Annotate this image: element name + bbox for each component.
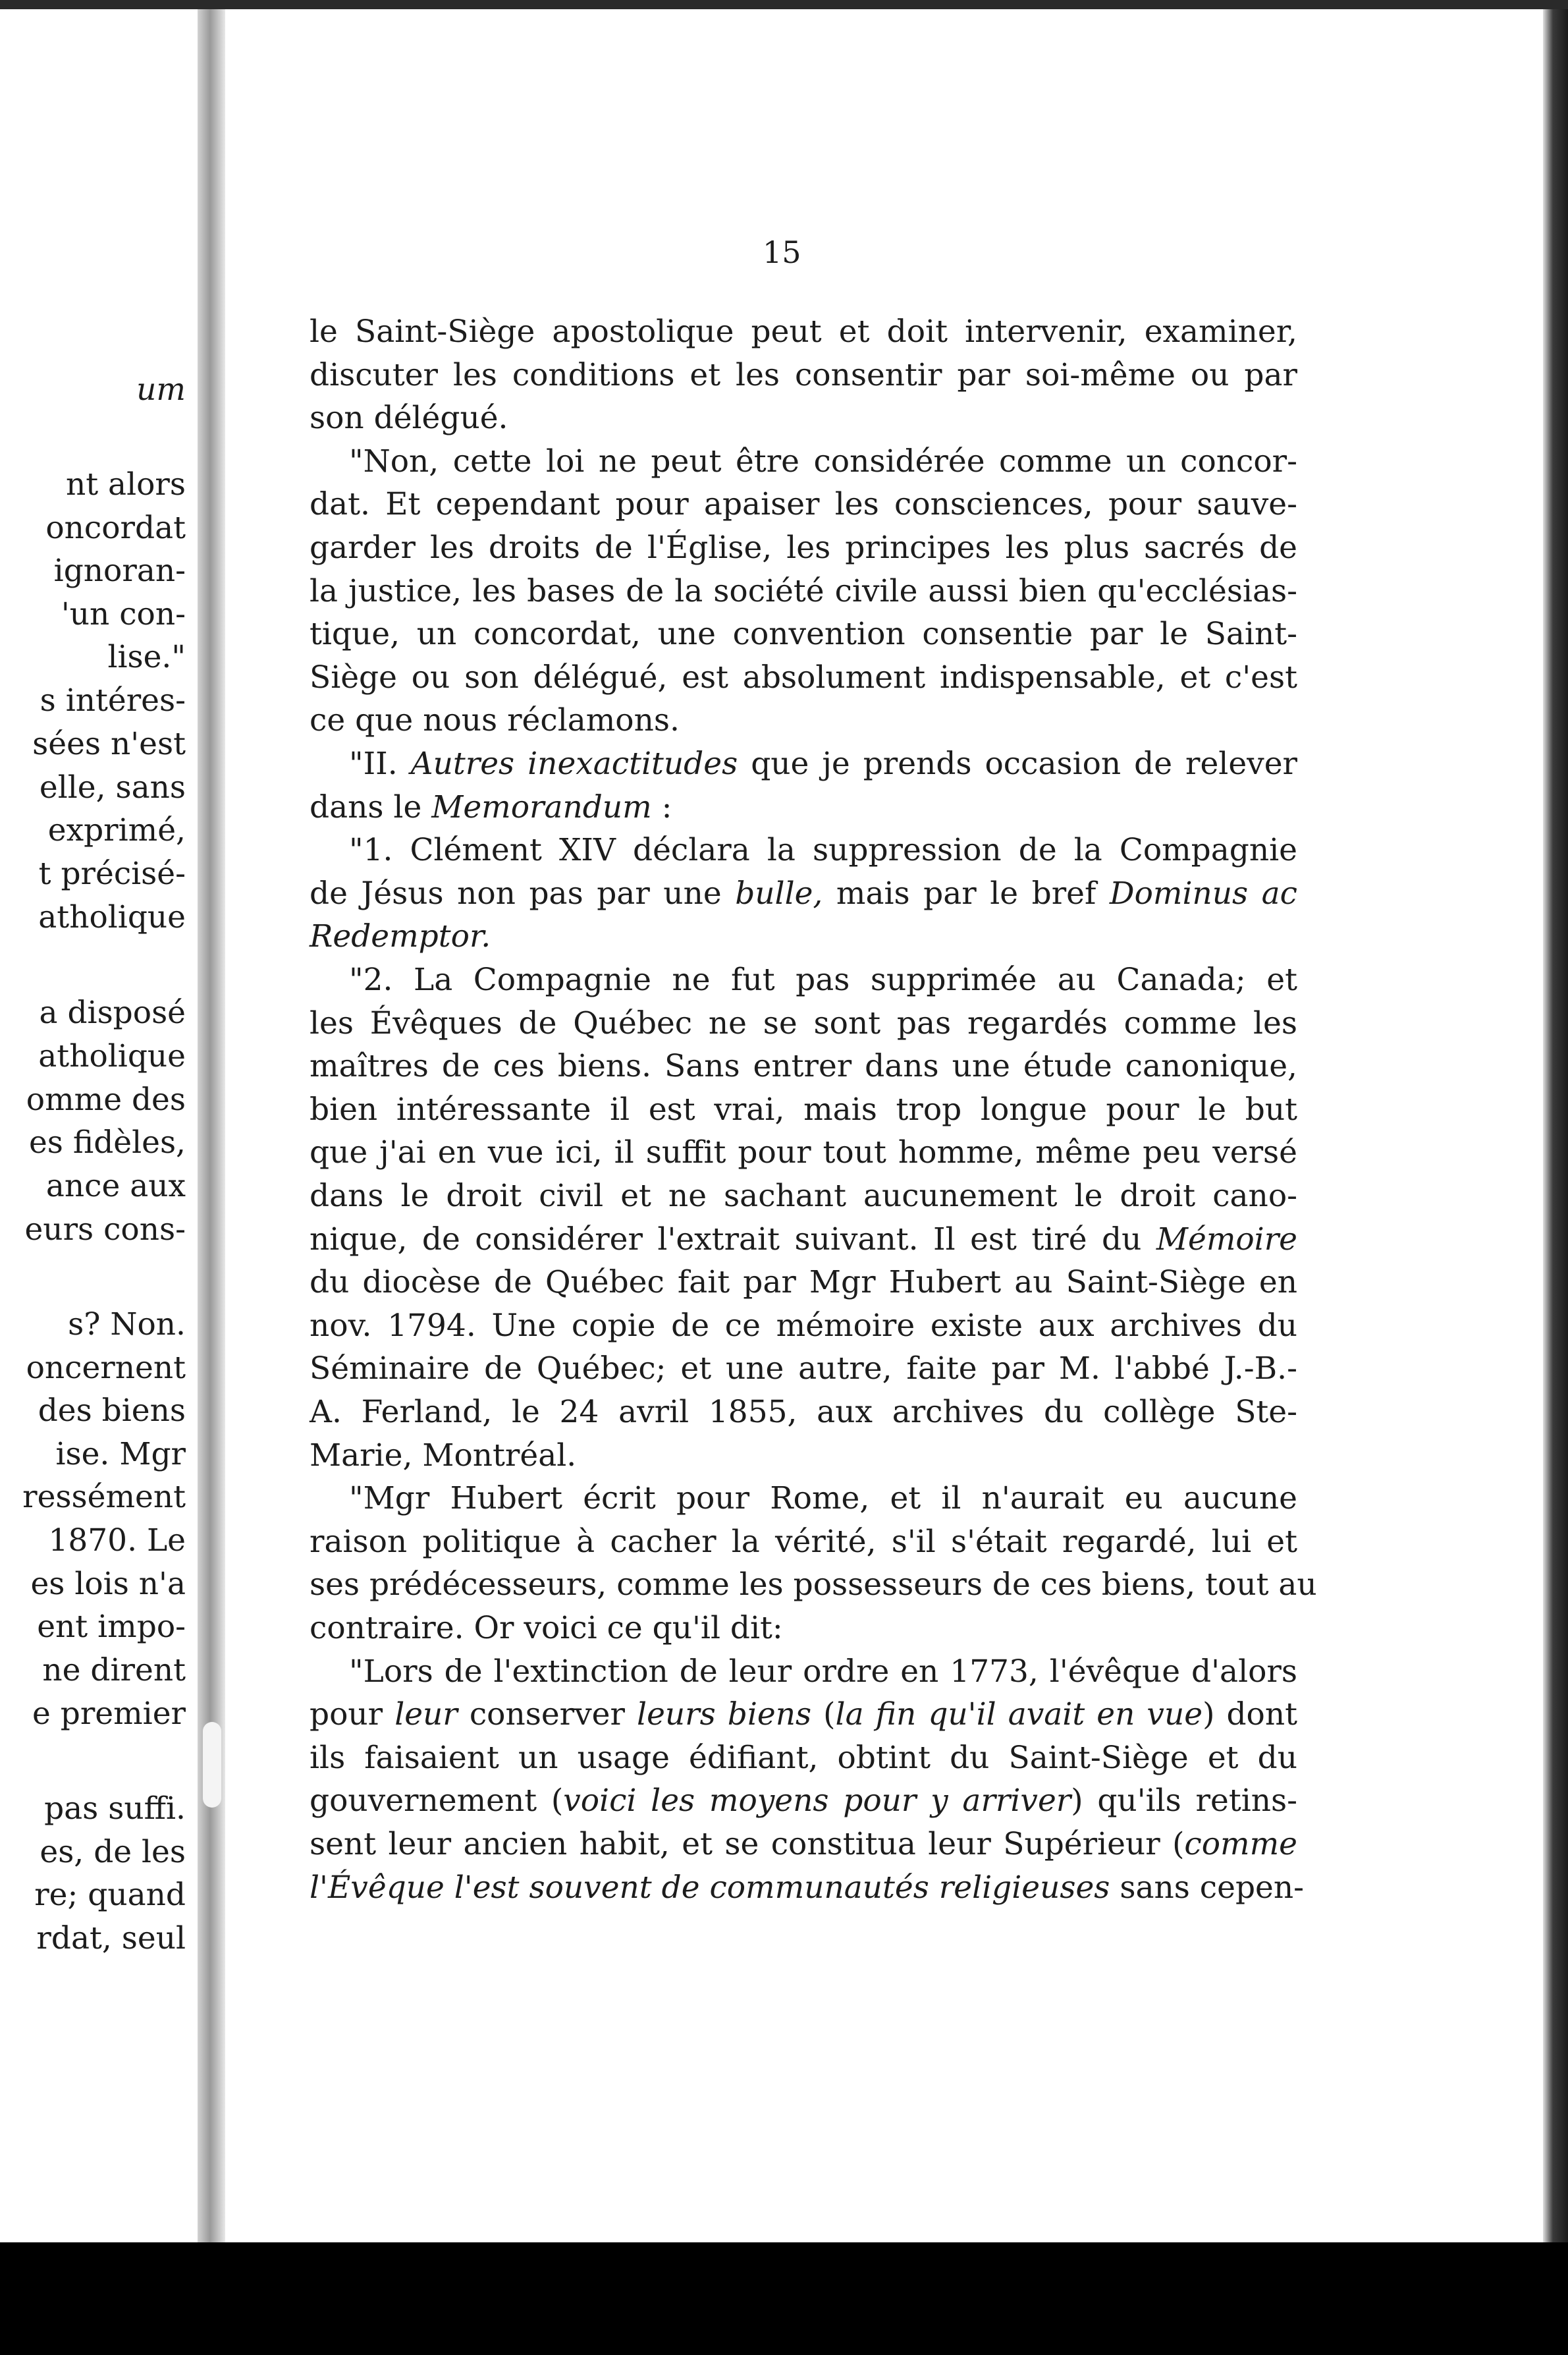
binding-hole (203, 1722, 221, 1808)
body-text-span: Siège ou son délégué, est absolument indispensable, et c'est (310, 659, 1297, 696)
scan-right-edge (1543, 9, 1568, 2242)
body-text-span: dans le droit civil et ne sachant aucunement le droit cano- (310, 1178, 1297, 1214)
body-text-span: "2. La Compagnie ne fut pas supprimée au Canada; et (349, 962, 1297, 998)
facing-page-line: s? Non. (68, 1306, 186, 1343)
facing-page-line: ent impo- (37, 1609, 186, 1645)
body-line (349, 746, 1297, 782)
facing-page-line: es fidèles, (28, 1124, 186, 1161)
body-text-span: maîtres de ces biens. Sans entrer dans une étude canonique, (310, 1048, 1297, 1084)
facing-page-line: sées n'est (32, 726, 186, 762)
body-line (310, 357, 1297, 393)
body-text-span: que j'ai en vue ici, il suffit pour tout homme, même peu versé (310, 1134, 1297, 1171)
body-text-span: "1. Clément XIV déclara la suppression de la Compagnie (349, 832, 1297, 868)
body-line (310, 314, 1297, 350)
facing-page-line: t précisé- (38, 856, 186, 892)
facing-page-line: oncernent (26, 1350, 186, 1386)
body-line (310, 1610, 1297, 1646)
body-italic-span: leur (394, 1696, 458, 1732)
body-text-span: sent leur ancien habit, et se constitua leur Supérieur ( (310, 1826, 1185, 1862)
body-text-span: pour (310, 1696, 395, 1732)
facing-page-line: um (136, 372, 186, 408)
body-line (310, 875, 1298, 912)
body-line (310, 1783, 1298, 1819)
body-text-span: "II. (349, 746, 411, 782)
body-italic-span: Memorandum (431, 789, 652, 825)
body-text-span: : (651, 789, 672, 825)
facing-page-line: ance aux (45, 1168, 186, 1204)
body-line (310, 659, 1297, 696)
body-text-span: "Non, cette loi ne peut être considérée comme un concor- (349, 443, 1297, 480)
facing-page-line: lise." (107, 639, 186, 675)
body-text-span: "Mgr Hubert écrit pour Rome, et il n'aurait eu aucune (349, 1480, 1297, 1516)
body-italic-span: Autres inexactitudes (410, 746, 738, 782)
facing-page-fragment (0, 9, 198, 2242)
facing-page-line: ise. Mgr (55, 1436, 186, 1472)
body-text-span: de Jésus non pas par une (310, 875, 736, 912)
body-text-span: son délégué. (310, 400, 508, 436)
body-text-span: mais par le bref (823, 875, 1110, 912)
body-text-span: les Évêques de Québec ne se sont pas regardés comme les (310, 1005, 1297, 1041)
body-text-span: discuter les conditions et les consentir par soi-même ou par (310, 357, 1297, 393)
body-line (310, 1264, 1297, 1300)
body-line (310, 1048, 1297, 1084)
body-line (310, 1178, 1297, 1214)
body-text-span: du diocèse de Québec fait par Mgr Hubert au Saint-Siège en (310, 1264, 1297, 1300)
body-text-span: ils faisaient un usage édifiant, obtint du Saint-Siège et du (310, 1740, 1297, 1776)
facing-page-line: exprimé, (47, 812, 186, 848)
body-line (310, 1350, 1297, 1387)
body-text-span: garder les droits de l'Église, les principes les plus sacrés de (310, 530, 1297, 566)
body-line (349, 962, 1297, 998)
body-line (310, 1221, 1297, 1258)
body-line (310, 918, 1297, 955)
body-line (310, 702, 1297, 738)
body-line (310, 1308, 1297, 1344)
page-number: 15 (763, 235, 801, 270)
body-text-span: nique, de considérer l'extrait suivant. Il est tiré du (310, 1221, 1156, 1258)
body-italic-span: Dominus ac (1109, 875, 1298, 912)
facing-page-line: atholique (38, 899, 186, 935)
body-text-span: A. Ferland, le 24 avril 1855, aux archives du collège Ste- (310, 1394, 1297, 1430)
body-text-span: Séminaire de Québec; et une autre, faite par M. l'abbé J.-B.- (310, 1350, 1297, 1387)
body-text-span: la justice, les bases de la société civile aussi bien qu'ecclésias- (310, 573, 1297, 609)
facing-page-line: e premier (32, 1696, 186, 1732)
body-text-span: ses prédécesseurs, comme les possesseurs de ces biens, tout au (310, 1566, 1317, 1603)
facing-page-line: omme des (26, 1082, 186, 1118)
body-text-span: le Saint-Siège apostolique peut et doit intervenir, examiner, (310, 314, 1297, 350)
facing-page-line: ne dirent (42, 1652, 186, 1688)
body-line (310, 789, 1297, 825)
facing-page-line: atholique (38, 1038, 186, 1074)
body-line (310, 486, 1297, 522)
body-italic-span: leurs biens (637, 1696, 812, 1732)
facing-page-line: des biens (38, 1393, 186, 1429)
facing-page-line: pas suffi. (44, 1790, 186, 1827)
body-italic-span: Mémoire (1156, 1221, 1297, 1258)
body-text-span: ( (811, 1696, 836, 1732)
body-text-span: bien intéressante il est vrai, mais trop longue pour le but (310, 1092, 1297, 1128)
body-italic-span: Redemptor. (310, 918, 491, 955)
body-line (310, 1394, 1297, 1430)
body-text-span: conserver (457, 1696, 637, 1732)
facing-page-line: es, de les (40, 1834, 186, 1870)
facing-page-line: 1870. Le (48, 1522, 186, 1559)
body-line (349, 443, 1297, 480)
body-line (310, 616, 1297, 652)
facing-page-line: s intéres- (40, 682, 186, 719)
body-line (310, 1566, 1317, 1603)
body-line (310, 1005, 1297, 1041)
body-text-span: que je prends occasion de relever (738, 746, 1297, 782)
scan-top-border (0, 0, 1568, 9)
body-line (310, 1437, 1297, 1474)
body-text-span: sans cepen- (1110, 1870, 1304, 1906)
facing-page-line: rdat, seul (36, 1920, 186, 1956)
body-line (349, 1480, 1297, 1516)
facing-page-line: nt alors (65, 466, 186, 503)
body-text-span: raison politique à cacher la vérité, s'il s'était regardé, lui et (310, 1524, 1297, 1560)
facing-page-line: ressément (22, 1479, 186, 1515)
body-line (310, 1826, 1297, 1862)
facing-page-line: 'un con- (61, 596, 186, 632)
body-text-span: tique, un concordat, une convention consentie par le Saint- (310, 616, 1297, 652)
body-italic-span: la fin qu'il avait en vue (835, 1696, 1203, 1732)
body-line (310, 1696, 1298, 1732)
body-text-span: nov. 1794. Une copie de ce mémoire existe aux archives du (310, 1308, 1297, 1344)
body-line (310, 530, 1297, 566)
scan-bottom-band (0, 2242, 1568, 2355)
body-text-span: "Lors de l'extinction de leur ordre en 1773, l'évêque d'alors (349, 1653, 1297, 1690)
body-text-span: contraire. Or voici ce qu'il dit: (310, 1610, 783, 1646)
body-italic-span: comme (1184, 1826, 1297, 1862)
body-text-span: ce que nous réclamons. (310, 702, 680, 738)
body-line (310, 1092, 1297, 1128)
body-italic-span: l'Évêque l'est souvent de communautés religieuses (310, 1870, 1110, 1906)
body-line (349, 1653, 1297, 1690)
body-line (310, 1740, 1297, 1776)
body-text-span: ) qu'ils retins- (1071, 1783, 1298, 1819)
body-line (310, 1134, 1297, 1171)
facing-page-line: ignoran- (53, 553, 186, 589)
body-italic-span: bulle, (735, 875, 823, 912)
facing-page-line: a disposé (39, 995, 186, 1031)
body-text-span: ) dont (1203, 1696, 1298, 1732)
facing-page-line: re; quand (34, 1877, 186, 1913)
facing-page-line: elle, sans (39, 769, 186, 806)
body-text-span: gouvernement ( (310, 1783, 564, 1819)
facing-page-line: eurs cons- (24, 1211, 186, 1248)
body-text-span: Marie, Montréal. (310, 1437, 577, 1474)
facing-page-line: es lois n'a (30, 1566, 186, 1602)
body-line (310, 573, 1297, 609)
body-text-span: dans le (310, 789, 432, 825)
body-line (310, 1870, 1304, 1906)
body-italic-span: voici les moyens pour y arriver (563, 1783, 1071, 1819)
body-line (349, 832, 1297, 868)
book-gutter (198, 9, 225, 2242)
body-line (310, 400, 1297, 436)
body-text-span: dat. Et cependant pour apaiser les consciences, pour sauve- (310, 486, 1297, 522)
body-line (310, 1524, 1297, 1560)
facing-page-line: oncordat (45, 510, 186, 546)
